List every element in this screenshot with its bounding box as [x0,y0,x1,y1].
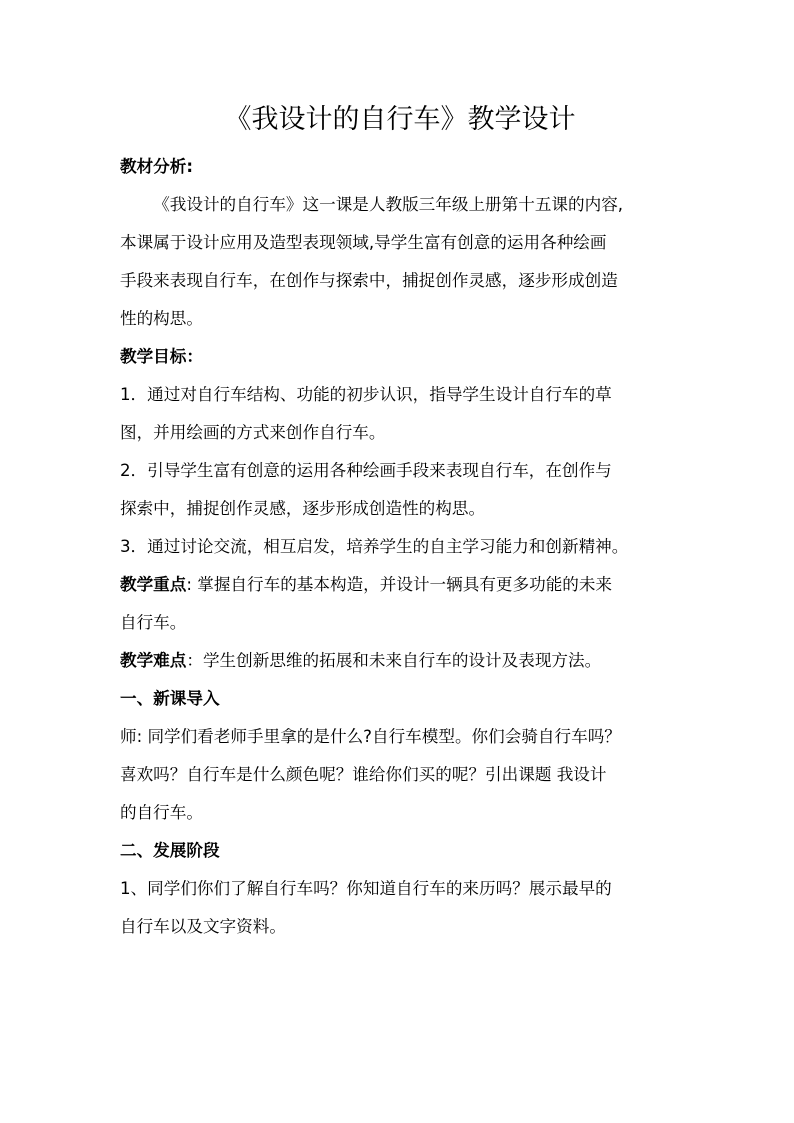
section-2-line-2: 自行车以及文字资料。 [120,917,286,936]
section-1-heading: 一、新课导入 [120,689,220,708]
key-point-label: 教学重点 [120,575,187,594]
analysis-line-2: 本课属于设计应用及造型表现领域,导学生富有创意的运用各种绘画 [120,233,607,252]
section-1-line-1: 师: 同学们看老师手里拿的是什么?自行车模型。你们会骑自行车吗？ [120,727,621,746]
goal-2-line-1: 2．引导学生富有创意的运用各种绘画手段来表现自行车，在创作与 [120,461,612,480]
analysis-line-1: 《我设计的自行车》这一课是人教版三年级上册第十五课的内容, [153,195,624,214]
section-2-heading: 二、发展阶段 [120,841,220,860]
difficulty-label: 教学难点 [120,651,187,670]
difficulty [120,642,680,680]
key-point-text: : 掌握自行车的基本构造，并设计一辆具有更多功能的未来 [186,575,613,594]
difficulty-text: ：学生创新思维的拓展和未来自行车的设计及表现方法。 [186,651,602,670]
goal-3-line-1: 3．通过讨论交流，相互启发，培养学生的自主学习能力和创新精神。 [120,537,629,556]
analysis-heading: 教材分析: [120,157,194,176]
section-2-line-1: 1、同学们你们了解自行车吗？你知道自行车的来历吗？展示最早的 [120,879,612,898]
section-1-line-2: 喜欢吗？自行车是什么颜色呢？谁给你们买的呢？引出课题 我设计 [120,765,607,784]
key-point-line-2: 自行车。 [120,613,187,632]
analysis-line-3: 手段来表现自行车，在创作与探索中，捕捉创作灵感，逐步形成创造 [120,271,618,290]
key-point [120,566,680,604]
goal-1-line-2: 图，并用绘画的方式来创作自行车。 [120,423,386,442]
document-body [120,96,680,946]
goals-heading: 教学目标： [120,347,203,366]
goal-2-line-2: 探索中，捕捉创作灵感，逐步形成创造性的构思。 [120,499,486,518]
page-title: 《我设计的自行车》教学设计 [224,104,576,135]
section-1-line-3: 的自行车。 [120,803,203,822]
goal-1-line-1: 1．通过对自行车结构、功能的初步认识，指导学生设计自行车的草 [120,385,612,404]
analysis-line-4: 性的构思。 [120,309,203,328]
